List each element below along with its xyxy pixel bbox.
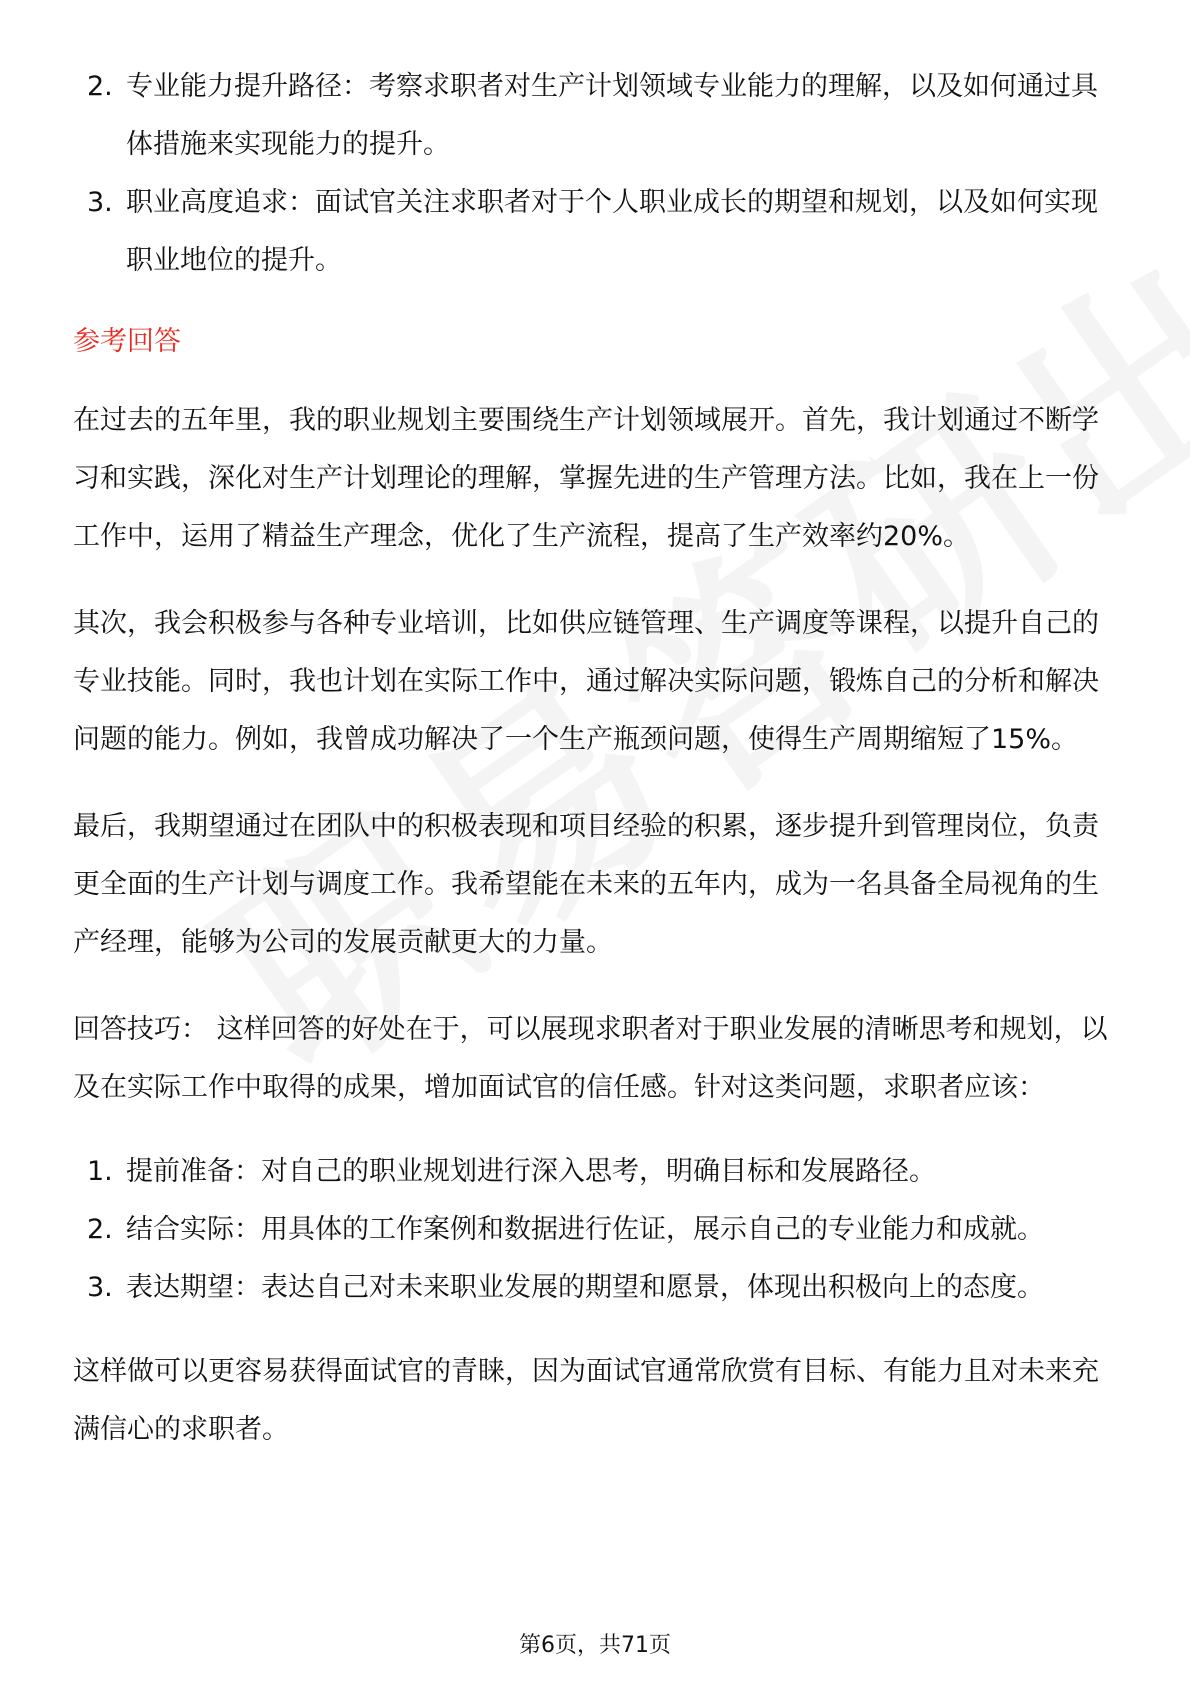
list-number: 3. [87,1272,113,1303]
list-item [73,1143,1123,1201]
list-number: 1. [87,1156,113,1187]
list-number: 2. [87,71,113,102]
answer-paragraph: 最后，我期望通过在团队中的积极表现和项目经验的积累，逐步提升到管理岗位，负责更全面的生产计划与调度工作。我希望能在未来的五年内，成为一名具备全局视角的生产经理，能够为公司的发展贡献更大的力量。 [73,811,1099,958]
answer-paragraph: 其次，我会积极参与各种专业培训，比如供应链管理、生产调度等课程，以提升自己的专业技能。同时，我也计划在实际工作中，通过解决实际问题，锻炼自己的分析和解决问题的能力。例如，我曾成功解决了一个生产瓶颈问题，使得生产周期缩短了15%。 [73,608,1099,755]
list-item [73,1259,1123,1317]
tips-paragraph: 回答技巧： 这样回答的好处在于，可以展现求职者对于职业发展的清晰思考和规划，以及在实际工作中取得的成果，增加面试官的信任感。针对这类问题，求职者应该： [73,1014,1108,1103]
list-number: 2. [87,1214,113,1245]
list-item [73,174,1123,290]
section-heading: 参考回答 [73,326,181,357]
list-text: 提前准备：对自己的职业规划进行深入思考，明确目标和发展路径。 [126,1156,936,1187]
closing-paragraph: 这样做可以更容易获得面试官的青睐，因为面试官通常欣赏有目标、有能力且对未来充满信心的求职者。 [73,1356,1099,1445]
tips-list [73,1143,1123,1317]
criteria-list [73,58,1123,290]
list-item [73,58,1123,174]
document-page [73,58,1123,1459]
list-number: 3. [87,187,113,218]
list-text: 结合实际：用具体的工作案例和数据进行佐证，展示自己的专业能力和成就。 [126,1214,1044,1245]
list-text: 表达期望：表达自己对未来职业发展的期望和愿景，体现出积极向上的态度。 [126,1272,1044,1303]
answer-paragraph: 在过去的五年里，我的职业规划主要围绕生产计划领域展开。首先，我计划通过不断学习和实践，深化对生产计划理论的理解，掌握先进的生产管理方法。比如，我在上一份工作中，运用了精益生产理念，优化了生产流程，提高了生产效率约20%。 [73,405,1099,552]
list-item [73,1201,1123,1259]
page-number-footer: 第6页，共71页 [519,1633,671,1658]
list-text: 专业能力提升路径：考察求职者对生产计划领域专业能力的理解，以及如何通过具体措施来实现能力的提升。 [126,71,1098,160]
list-text: 职业高度追求：面试官关注求职者对于个人职业成长的期望和规划，以及如何实现职业地位的提升。 [126,187,1098,276]
